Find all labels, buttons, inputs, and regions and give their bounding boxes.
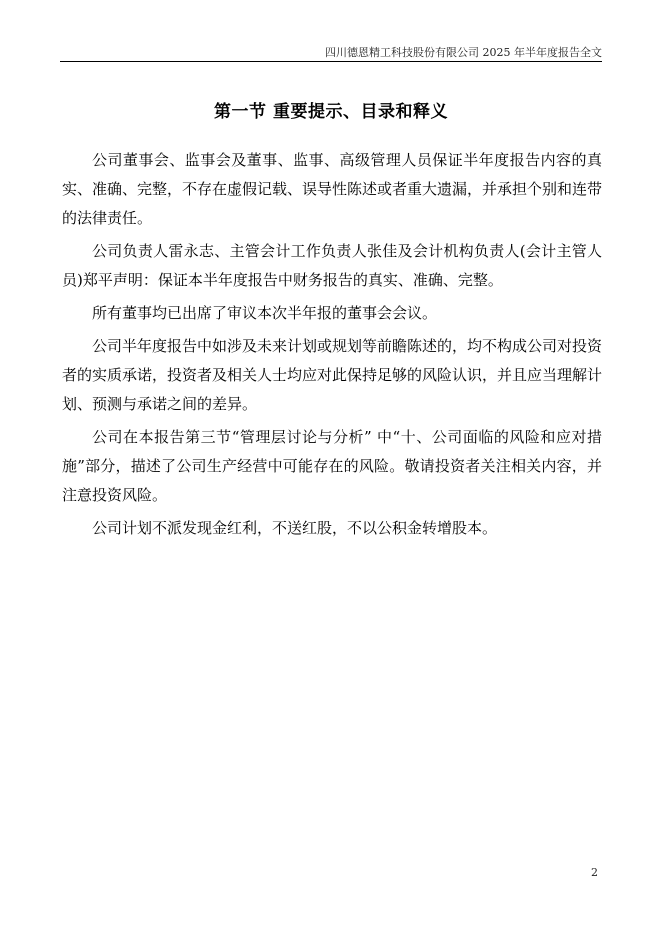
paragraph-forward-looking: 公司半年度报告中如涉及未来计划或规划等前瞻陈述的，均不构成公司对投资者的实质承诺，投资者及相关人士均应对此保持足够的风险认识，并且应当理解计划、预测与承诺之间的差异。: [62, 337, 603, 413]
page-number: 2: [591, 866, 598, 879]
paragraph-board-attendance: 所有董事均已出席了审议本次半年报的董事会会议。: [92, 304, 438, 322]
paragraph-responsibility-statement: 公司董事会、监事会及董事、监事、高级管理人员保证半年度报告内容的真实、准确、完整，不存在虚假记载、误导性陈述或者重大遗漏，并承担个别和连带的法律责任。: [62, 151, 603, 227]
header-divider: [60, 61, 602, 62]
body-text: [62, 146, 602, 547]
running-header: 四川德恩精工科技股份有限公司 2025 年半年度报告全文: [325, 46, 602, 59]
section-title: 第一节 重要提示、目录和释义: [214, 102, 448, 122]
paragraph-risk-notice: 公司在本报告第三节“管理层讨论与分析” 中“十、公司面临的风险和应对措施”部分，描述了公司生产经营中可能存在的风险。敬请投资者关注相关内容，并注意投资风险。: [62, 428, 602, 504]
paragraph-officer-declaration: 公司负责人雷永志、主管会计工作负责人张佳及会计机构负责人(会计主管人员)郑平声明：保证本半年度报告中财务报告的真实、准确、完整。: [62, 242, 602, 289]
paragraph-dividend-plan: 公司计划不派发现金红利，不送红股，不以公积金转增股本。: [92, 519, 498, 537]
